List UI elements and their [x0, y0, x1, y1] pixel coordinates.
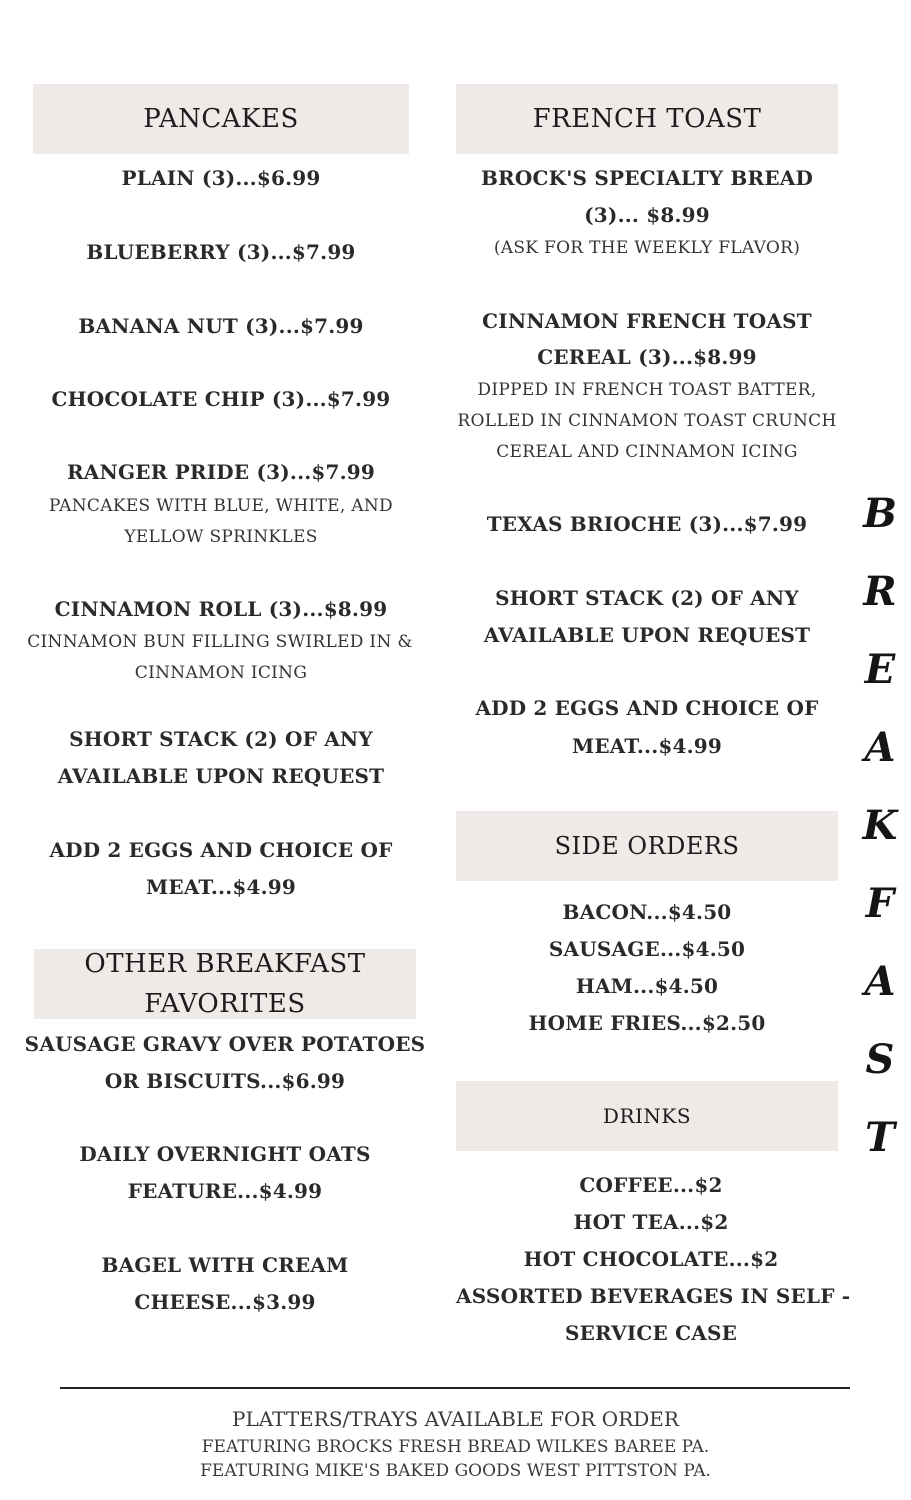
menu-item: (3)... $8.99: [584, 203, 710, 227]
menu-item: BACON...$4.50: [562, 900, 732, 924]
menu-item: BAGEL WITH CREAM: [101, 1253, 349, 1277]
footer-line-2: FEATURING BROCKS FRESH BREAD WILKES BAREE PA.: [201, 1437, 710, 1457]
menu-item: BLUEBERRY (3)...$7.99: [86, 240, 356, 264]
item-description: CEREAL AND CINNAMON ICING: [496, 442, 798, 462]
menu-item: RANGER PRIDE (3)...$7.99: [66, 460, 376, 484]
menu-item: HOT CHOCOLATE...$2: [523, 1247, 779, 1271]
menu-item: CHOCOLATE CHIP (3)...$7.99: [51, 387, 391, 411]
menu-item: CHEESE...$3.99: [134, 1290, 316, 1314]
footer-line-1: PLATTERS/TRAYS AVAILABLE FOR ORDER: [232, 1407, 679, 1431]
other-favorites-header: [34, 949, 416, 1019]
menu-item: COFFEE...$2: [579, 1173, 723, 1197]
menu-item: AVAILABLE UPON REQUEST: [483, 623, 811, 647]
menu-item: MEAT...$4.99: [145, 875, 297, 899]
item-description: CINNAMON ICING: [134, 663, 308, 683]
item-description: CINNAMON BUN FILLING SWIRLED IN &: [27, 632, 413, 652]
vertical-letter: A: [864, 724, 896, 771]
menu-item: CINNAMON FRENCH TOAST: [482, 309, 812, 333]
vertical-letter: B: [863, 490, 897, 537]
vertical-letter: E: [864, 646, 896, 693]
side-orders-title: SIDE ORDERS: [554, 832, 740, 860]
menu-item: HOT TEA...$2: [573, 1210, 729, 1234]
menu-item: HAM...$4.50: [575, 974, 719, 998]
menu-item: ADD 2 EGGS AND CHOICE OF: [49, 838, 393, 862]
french-toast-header: [456, 84, 838, 154]
vertical-letter: A: [864, 958, 896, 1005]
menu-item: TEXAS BRIOCHE (3)...$7.99: [486, 512, 808, 536]
item-description: (ASK FOR THE WEEKLY FLAVOR): [493, 238, 801, 258]
vertical-letter: R: [863, 568, 897, 615]
pancakes-header: [33, 84, 409, 154]
menu-item: FEATURE...$4.99: [127, 1179, 323, 1203]
menu-item: CEREAL (3)...$8.99: [537, 345, 757, 369]
vertical-letter: K: [862, 802, 898, 849]
side-orders-header: [456, 811, 838, 881]
menu-item: CINNAMON ROLL (3)...$8.99: [54, 597, 388, 621]
item-description: DIPPED IN FRENCH TOAST BATTER,: [477, 380, 817, 400]
other-favorites-title-line2: FAVORITES: [144, 989, 306, 1019]
menu-item: BROCK'S SPECIALTY BREAD: [480, 166, 814, 190]
menu-item: ADD 2 EGGS AND CHOICE OF: [475, 696, 819, 720]
menu-item: PLAIN (3)...$6.99: [121, 166, 321, 190]
vertical-letter: S: [865, 1036, 895, 1083]
vertical-letter: F: [865, 880, 895, 927]
pancakes-title: PANCAKES: [143, 104, 299, 134]
item-description: YELLOW SPRINKLES: [124, 527, 318, 547]
french-toast-title: FRENCH TOAST: [532, 104, 762, 134]
drinks-header: [456, 1081, 838, 1151]
menu-item: MEAT...$4.99: [571, 734, 723, 758]
menu-item: SHORT STACK (2) OF ANY: [69, 727, 373, 751]
drinks-title: DRINKS: [602, 1104, 692, 1128]
menu-item: AVAILABLE UPON REQUEST: [57, 764, 385, 788]
menu-item: DAILY OVERNIGHT OATS: [79, 1142, 371, 1166]
item-description: PANCAKES WITH BLUE, WHITE, AND: [49, 496, 393, 516]
menu-item: BANANA NUT (3)...$7.99: [78, 314, 364, 338]
menu-item: SERVICE CASE: [564, 1321, 738, 1345]
vertical-letter: T: [865, 1114, 895, 1161]
footer-line-3: FEATURING MIKE'S BAKED GOODS WEST PITTSTON PA.: [200, 1461, 711, 1481]
menu-item: OR BISCUITS...$6.99: [104, 1069, 346, 1093]
menu-item: SAUSAGE...$4.50: [548, 937, 746, 961]
menu-item: HOME FRIES...$2.50: [528, 1011, 766, 1035]
footer-divider: [60, 1387, 850, 1389]
other-favorites-title-line1: OTHER BREAKFAST: [84, 949, 366, 979]
menu-item: SAUSAGE GRAVY OVER POTATOES: [24, 1032, 426, 1056]
menu-item: SHORT STACK (2) OF ANY: [495, 586, 799, 610]
item-description: ROLLED IN CINNAMON TOAST CRUNCH: [457, 411, 837, 431]
menu-item: ASSORTED BEVERAGES IN SELF -: [456, 1284, 851, 1308]
